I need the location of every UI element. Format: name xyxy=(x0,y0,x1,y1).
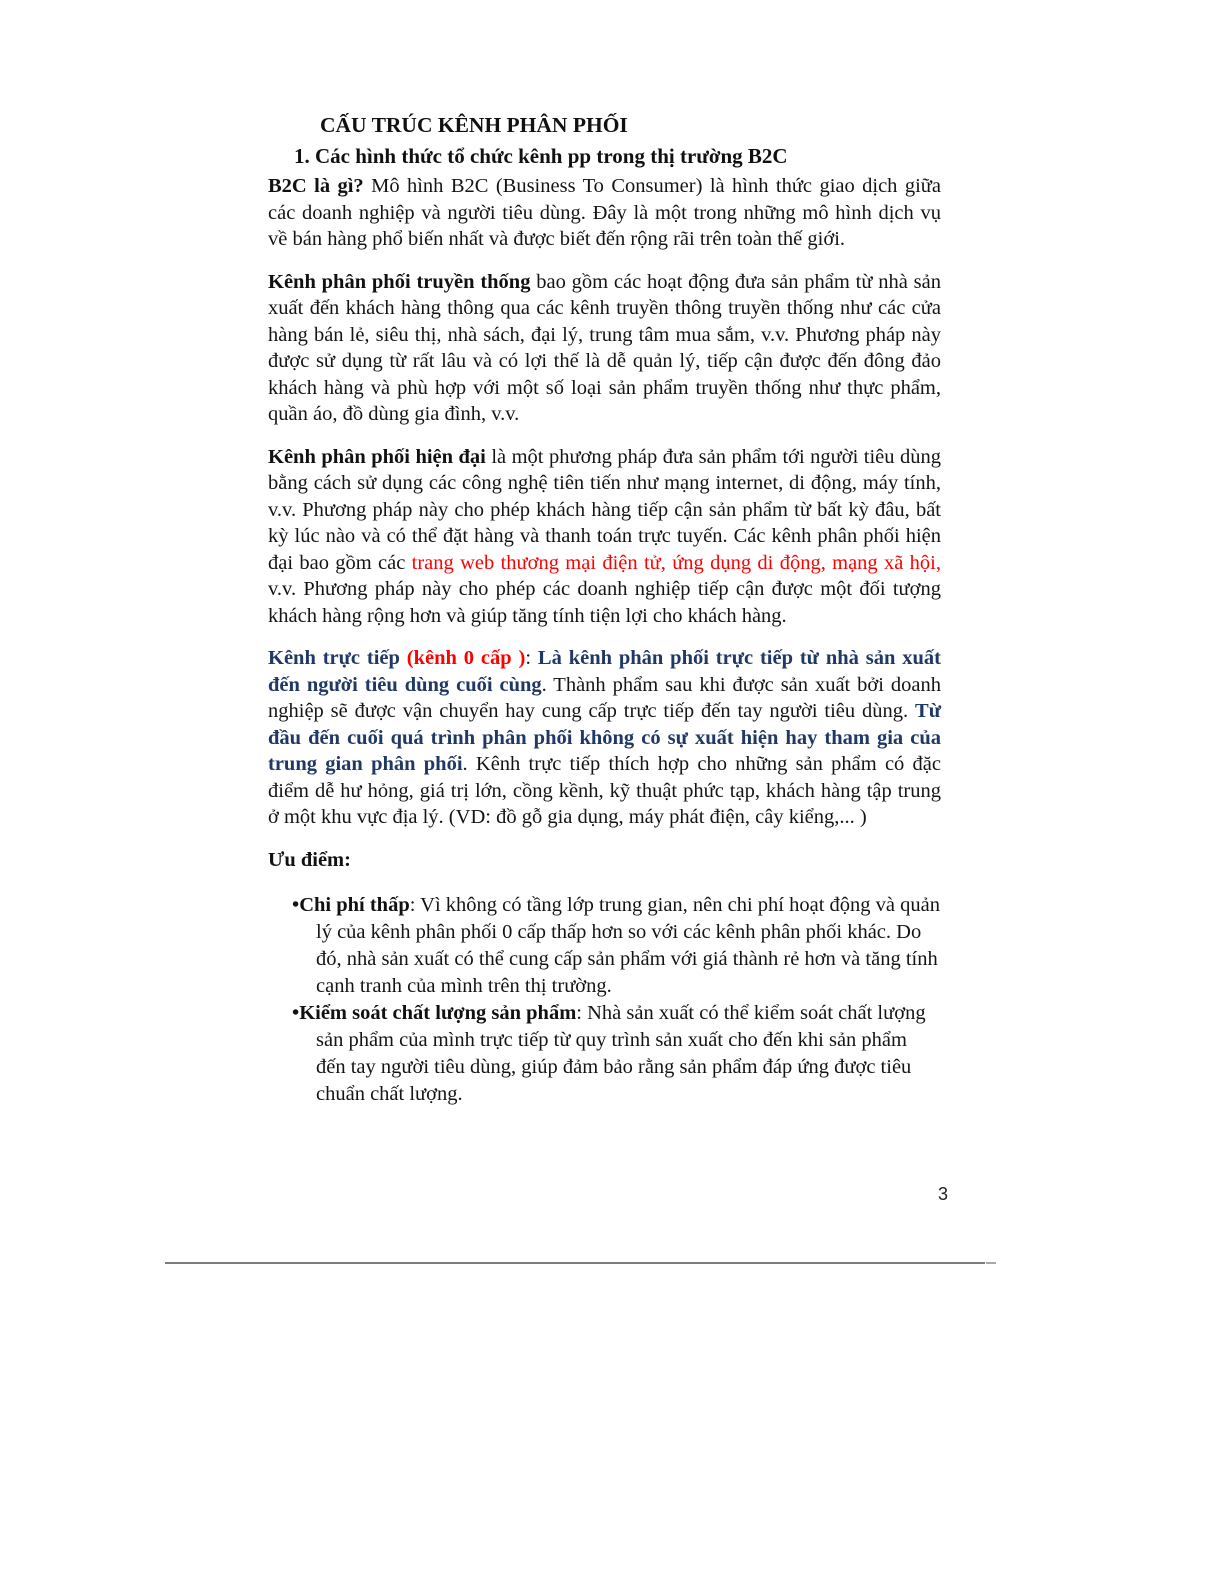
footer-divider-line xyxy=(165,1262,985,1264)
text-run: : Nhà sản xuất có thể kiểm soát chất lượng sản phẩm của mình trực tiếp từ quy trình sản xuất cho đến khi sản phẩm đến tay người tiêu dùng, giúp đảm bảo rằng sản phẩm đáp ứng được tiêu chuẩn chất lượng. xyxy=(316,1001,926,1105)
text-run: Là kênh phân phối trực tiếp từ nhà sản xuất đến người tiêu dùng cuối cùng xyxy=(268,647,941,696)
document-content xyxy=(268,111,941,1108)
text-run: : xyxy=(525,647,538,669)
text-run: : Vì không có tầng lớp trung gian, nên chi phí hoạt động và quản lý của kênh phân phối 0 cấp thấp hơn so với các kênh phân phối khác. Do đó, nhà sản xuất có thể cung cấp sản phẩm với giá thành rẻ hơn và tăng tính cạnh tranh của mình trên thị trường. xyxy=(316,893,940,997)
text-run: Kiểm soát chất lượng sản phẩm xyxy=(299,1001,577,1024)
text-run: B2C là gì? xyxy=(268,175,364,197)
text-run: Chi phí thấp xyxy=(299,893,410,916)
footer-divider-line-tail xyxy=(986,1262,996,1264)
text-run: bao gồm các hoạt động đưa sản phẩm từ nhà sản xuất đến khách hàng thông qua các kênh truyền thông truyền thống như các cửa hàng bán lẻ, siêu thị, nhà sách, đại lý, trung tâm mua sắm, v.v. Phương pháp này được sử dụng từ rất lâu và có lợi thế là dễ quản lý, tiếp cận được đến đông đảo khách hàng và phù hợp với một số loại sản phẩm truyền thống như thực phẩm, quần áo, đồ dùng gia đình, v.v. xyxy=(268,270,941,425)
text-run: Từ đầu đến cuối quá trình phân phối không có sự xuất hiện hay tham gia của trung gian phân phối xyxy=(268,700,941,775)
paragraph xyxy=(268,645,941,831)
text-run: v.v. Phương pháp này cho phép các doanh nghiệp tiếp cận được một đối tượng khách hàng rộng hơn và giúp tăng tính tiện lợi cho khách hàng. xyxy=(268,578,941,627)
paragraph-list xyxy=(268,173,941,831)
text-run: Mô hình B2C (Business To Consumer) là hình thức giao dịch giữa các doanh nghiệp và người tiêu dùng. Đây là một trong những mô hình dịch vụ về bán hàng phổ biến nhất và được biết đến rộng rãi trên toàn thế giới. xyxy=(268,175,941,250)
bullet-item xyxy=(268,1000,941,1108)
section-heading: 1. Các hình thức tổ chức kênh pp trong thị trường B2C xyxy=(294,144,788,168)
text-run: (kênh 0 cấp ) xyxy=(406,647,526,669)
text-run: Kênh trực tiếp xyxy=(268,647,407,669)
paragraph xyxy=(268,173,941,253)
advantages-heading: Ưu điểm: xyxy=(268,848,351,871)
text-run: . Kênh trực tiếp thích hợp cho những sản phẩm có đặc điểm dễ hư hỏng, giá trị lớn, cồng kềnh, kỹ thuật phức tạp, khách hàng tập trung ở một khu vực địa lý. (VD: đồ gỗ gia dụng, máy phát điện, cây kiểng,... ) xyxy=(268,753,941,828)
text-run: trang web thương mại điện tử, ứng dụng di động, mạng xã hội, xyxy=(411,551,941,574)
paragraph xyxy=(268,269,941,428)
text-run: . Thành phẩm sau khi được sản xuất bởi doanh nghiệp sẽ được vận chuyển hay cung cấp trực tiếp đến tay người tiêu dùng. xyxy=(268,673,941,722)
paragraph xyxy=(268,444,941,630)
text-run: là một phương pháp đưa sản phẩm tới người tiêu dùng bằng cách sử dụng các công nghệ tiên tiến như mạng internet, di động, máy tính, v.v. Phương pháp này cho phép khách hàng tiếp cận sản phẩm từ bất kỳ đâu, bất kỳ lúc nào và có thể đặt hàng và thanh toán trực tuyến. Các kênh phân phối hiện đại bao gồm các xyxy=(268,445,941,574)
document-title: CẤU TRÚC KÊNH PHÂN PHỐI xyxy=(320,113,628,137)
bullet-icon: • xyxy=(292,1001,300,1024)
bullet-icon: • xyxy=(292,893,300,916)
bullet-item xyxy=(268,892,941,1000)
text-run: Kênh phân phối hiện đại xyxy=(268,445,486,468)
bullet-list xyxy=(268,892,941,1108)
text-run: Kênh phân phối truyền thống xyxy=(268,270,531,293)
page-number: 3 xyxy=(938,1184,949,1204)
